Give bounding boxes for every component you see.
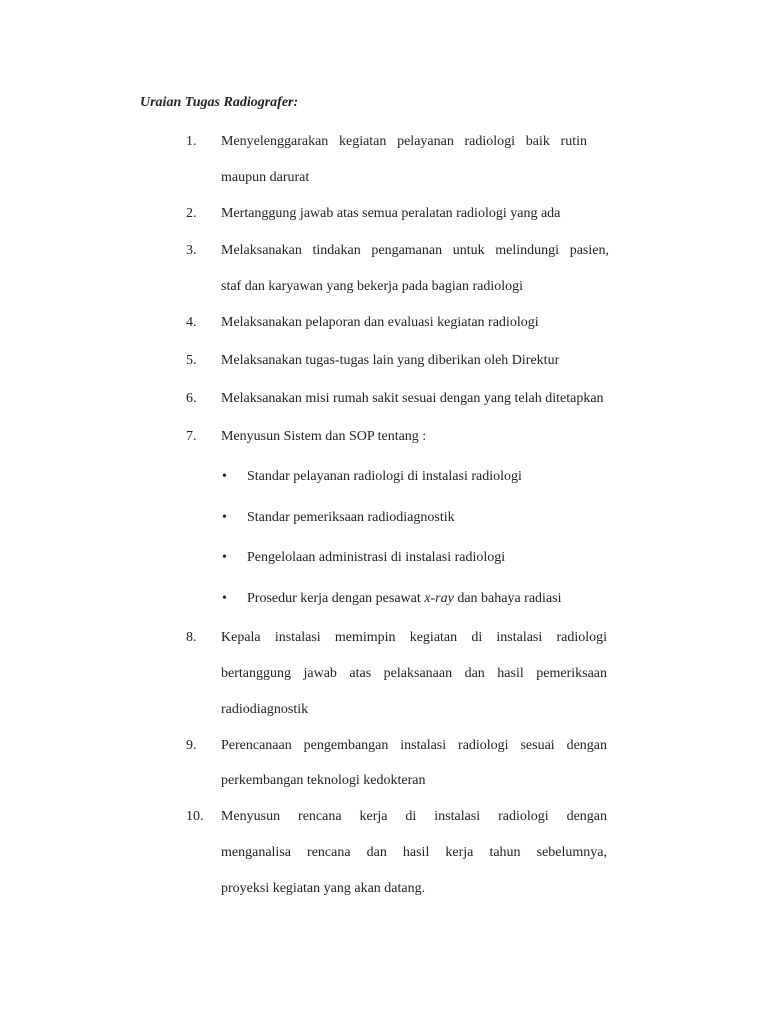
bullet-marker: • (222, 469, 227, 484)
item-number: 1. (186, 134, 197, 149)
item-number: 5. (186, 353, 197, 368)
item-text-line: Melaksanakan tugas-tugas lain yang diberikan oleh Direktur (221, 353, 560, 368)
sop-bullet-text: Pengelolaan administrasi di instalasi radiologi (247, 550, 506, 565)
item-text-line: Kepala instalasi memimpin kegiatan di instalasi radiologi (221, 630, 607, 645)
item-number: 3. (186, 243, 197, 258)
sop-bullet-text-italic: x-ray (424, 591, 454, 606)
item-text-line: Menyelenggarakan kegiatan pelayanan radiologi baik rutin (221, 134, 587, 149)
item-number: 2. (186, 206, 197, 221)
item-number: 10. (186, 809, 204, 824)
item-text-line: menganalisa rencana dan hasil kerja tahun sebelumnya, (221, 845, 607, 860)
item-text-line: radiodiagnostik (221, 702, 309, 717)
item-number: 8. (186, 630, 197, 645)
item-text-line: proyeksi kegiatan yang akan datang. (221, 881, 426, 896)
item-text-line: staf dan karyawan yang bekerja pada bagian radiologi (221, 279, 524, 294)
item-text-line: Perencanaan pengembangan instalasi radiologi sesuai dengan (221, 738, 607, 753)
sop-bullet-text-after: dan bahaya radiasi (453, 591, 562, 606)
item-number: 4. (186, 315, 197, 330)
item-text-line: Melaksanakan misi rumah sakit sesuai dengan yang telah ditetapkan (221, 391, 604, 406)
bullet-marker: • (222, 510, 227, 525)
item-text-line: Melaksanakan pelaporan dan evaluasi kegiatan radiologi (221, 315, 539, 330)
sop-bullet-text: Standar pemeriksaan radiodiagnostik (247, 510, 455, 525)
item-text-line: maupun darurat (221, 170, 310, 185)
item-number: 7. (186, 429, 197, 444)
sop-bullet-text-before: Prosedur kerja dengan pesawat (247, 591, 425, 606)
item-text-line: Menyusun Sistem dan SOP tentang : (221, 429, 427, 444)
sop-bullet-text: Standar pelayanan radiologi di instalasi radiologi (247, 469, 522, 484)
item-number: 6. (186, 391, 197, 406)
item-text-line: Melaksanakan tindakan pengamanan untuk melindungi pasien, (221, 243, 609, 258)
sop-bullet-text (247, 591, 562, 607)
bullet-marker: • (222, 550, 227, 565)
item-text-line: Mertanggung jawab atas semua peralatan radiologi yang ada (221, 206, 561, 221)
item-text-line: Menyusun rencana kerja di instalasi radiologi dengan (221, 809, 607, 824)
bullet-marker: • (222, 591, 227, 606)
item-text-line: bertanggung jawab atas pelaksanaan dan hasil pemeriksaan (221, 666, 607, 681)
item-text-line: perkembangan teknologi kedokteran (221, 773, 426, 788)
item-number: 9. (186, 738, 197, 753)
document-title: Uraian Tugas Radiografer: (140, 95, 299, 110)
